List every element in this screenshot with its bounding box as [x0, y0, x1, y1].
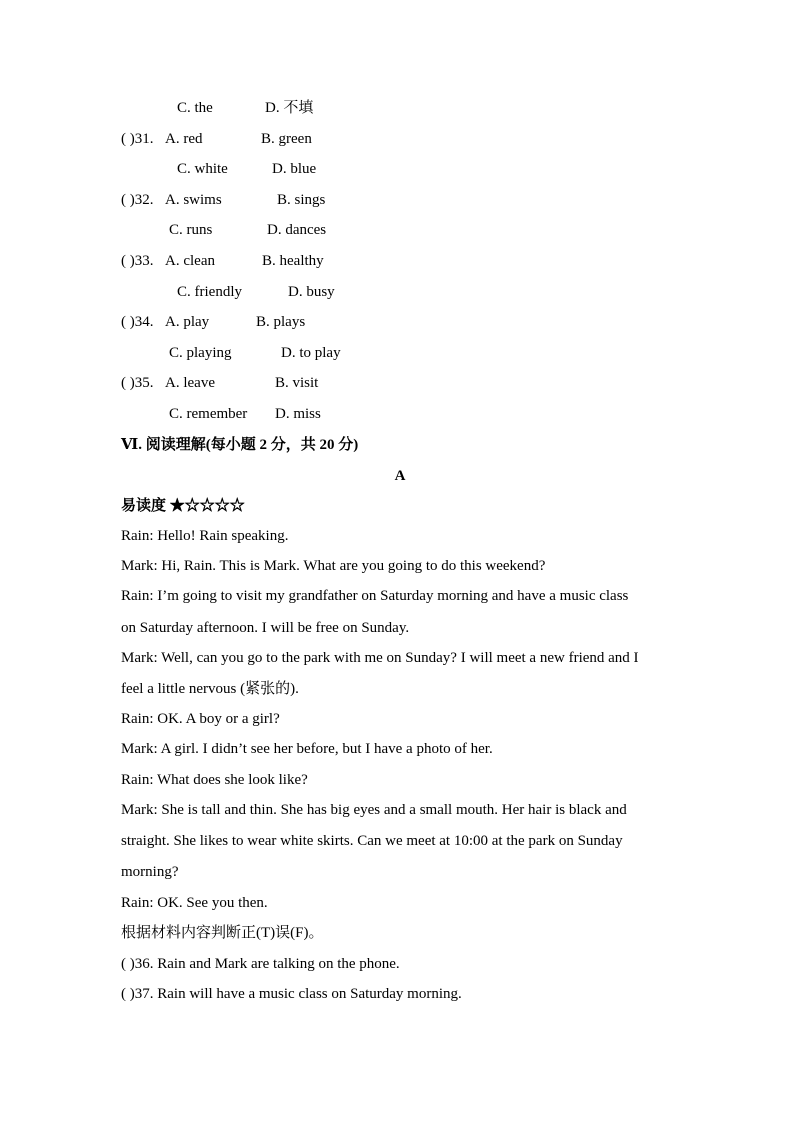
q32-option-b: B. sings — [277, 192, 326, 208]
q34-number: ( )34. — [121, 314, 154, 330]
dialogue-line: Rain: What does she look like? — [121, 772, 308, 788]
q33-option-c: C. friendly — [177, 284, 242, 300]
q35-number: ( )35. — [121, 375, 154, 391]
q35-option-d: D. miss — [275, 406, 321, 422]
q34-option-c: C. playing — [169, 345, 232, 361]
q34-option-b: B. plays — [256, 314, 306, 330]
dialogue-line: Mark: Hi, Rain. This is Mark. What are you going to do this weekend? — [121, 558, 546, 574]
section-title: Ⅵ. 阅读理解(每小题 2 分，共 20 分) — [121, 437, 359, 453]
dialogue-line: Mark: Well, can you go to the park with me on Sunday? I will meet a new friend and I — [121, 650, 639, 666]
q31-option-b: B. green — [261, 131, 312, 147]
q31-option-d: D. blue — [272, 161, 317, 177]
difficulty-rating: 易读度 ★☆☆☆☆ — [121, 498, 245, 514]
dialogue-line: Rain: I’m going to visit my grandfather on Saturday morning and have a music class — [121, 588, 629, 604]
q34-option-a: A. play — [165, 314, 210, 330]
passage-label: A — [394, 468, 406, 484]
dialogue-line: feel a little nervous (紧张的). — [121, 681, 299, 697]
q32-option-a: A. swims — [165, 192, 222, 208]
question-36: ( )36. Rain and Mark are talking on the phone. — [121, 956, 400, 972]
q31-option-c: C. white — [177, 161, 228, 177]
q30-option-d: D. 不填 — [265, 100, 314, 116]
dialogue-line: Mark: She is tall and thin. She has big eyes and a small mouth. Her hair is black and — [121, 802, 627, 818]
q32-option-d: D. dances — [267, 222, 327, 238]
q31-option-a: A. red — [165, 131, 203, 147]
q32-number: ( )32. — [121, 192, 154, 208]
dialogue-line: Rain: OK. See you then. — [121, 895, 268, 911]
q33-option-d: D. busy — [288, 284, 335, 300]
q35-option-a: A. leave — [165, 375, 215, 391]
instruction-text: 根据材料内容判断正(T)误(F)。 — [121, 925, 324, 941]
q32-option-c: C. runs — [169, 222, 213, 238]
q35-option-c: C. remember — [169, 406, 248, 422]
dialogue-line: Mark: A girl. I didn’t see her before, but I have a photo of her. — [121, 741, 493, 757]
q33-number: ( )33. — [121, 253, 154, 269]
q31-number: ( )31. — [121, 131, 154, 147]
dialogue-line: Rain: OK. A boy or a girl? — [121, 711, 280, 727]
q35-option-b: B. visit — [275, 375, 319, 391]
dialogue-line: straight. She likes to wear white skirts. Can we meet at 10:00 at the park on Sunday — [121, 833, 623, 849]
q30-option-c: C. the — [177, 100, 213, 116]
dialogue-line: on Saturday afternoon. I will be free on Sunday. — [121, 620, 410, 636]
q33-option-a: A. clean — [165, 253, 215, 269]
question-37: ( )37. Rain will have a music class on Saturday morning. — [121, 986, 462, 1002]
q33-option-b: B. healthy — [262, 253, 324, 269]
dialogue-line: Rain: Hello! Rain speaking. — [121, 528, 289, 544]
q34-option-d: D. to play — [281, 345, 341, 361]
dialogue-line: morning? — [121, 864, 179, 880]
